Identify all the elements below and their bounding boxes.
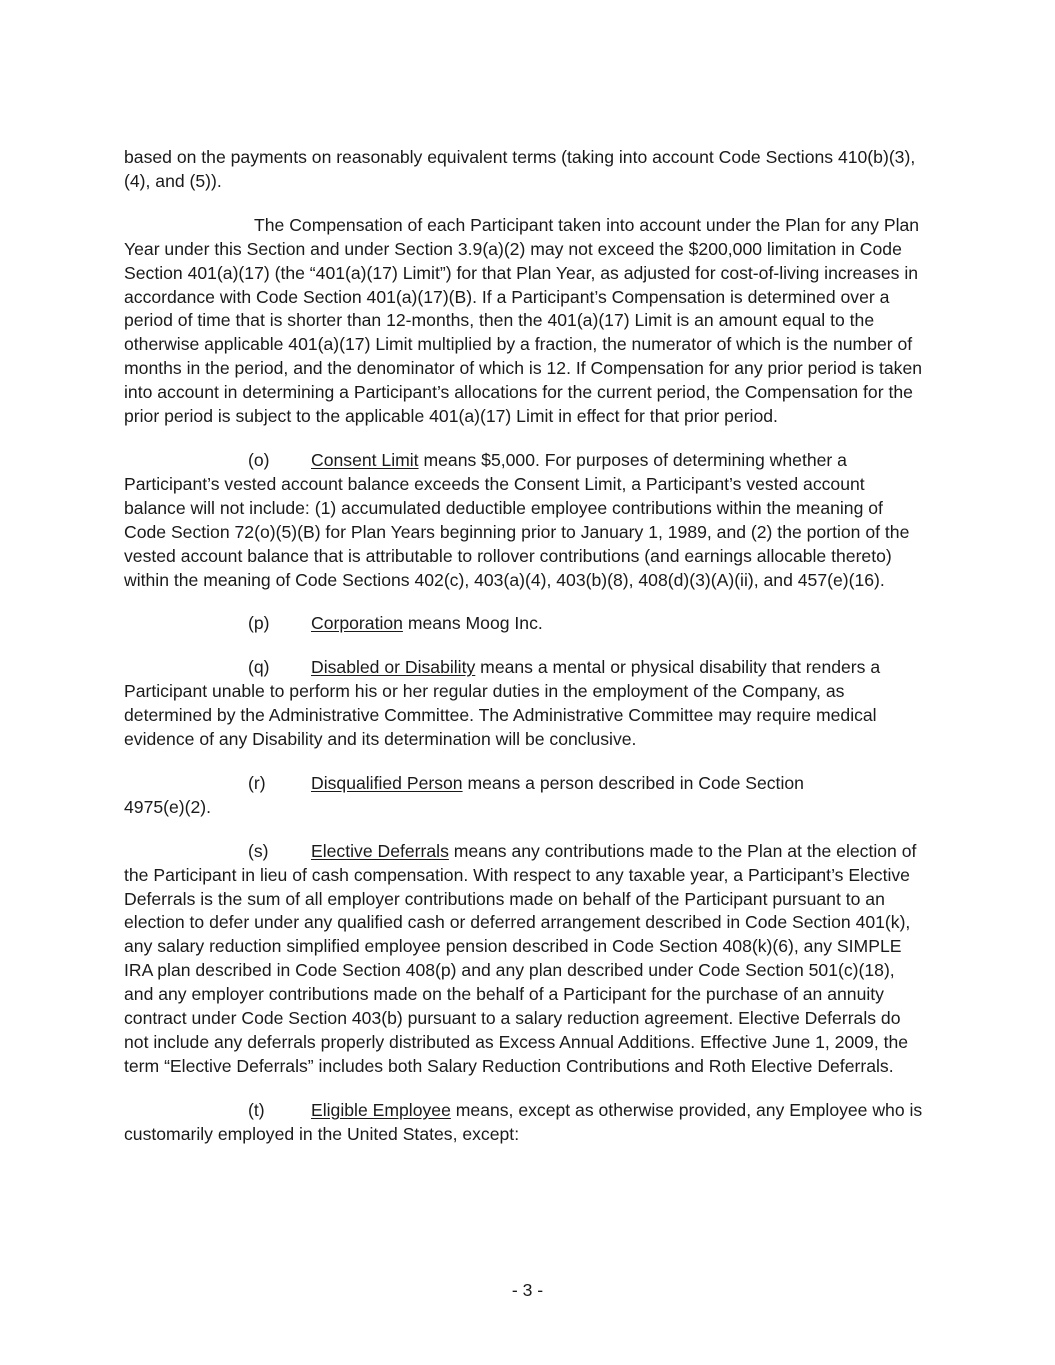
definition-text: means, except as otherwise provided, any Employee who is customarily employed in the United States, except: [124,1099,923,1144]
document-page [124,146,924,1167]
definition-term: Disqualified Person [311,772,463,793]
definition-term: Eligible Employee [311,1099,451,1120]
definition-first-line [124,772,804,796]
paragraph-continuation: based on the payments on reasonably equivalent terms (taking into account Code Sections 410(b)(3), (4), and (5)). [124,147,916,191]
definition-label: (p) [248,613,270,634]
definition-text: means Moog Inc. [402,613,543,634]
definition-term: Consent Limit [311,449,419,470]
page-number: - 3 - [511,1280,544,1300]
paragraph-compensation-limit: The Compensation of each Participant taken into account under the Plan for any Plan Year under this Section and under Section 3.9(a)(2) may not exceed the $200,000 limitation in Code Section 401(a)(17) (the “401(a)(17) Limit”) for that Plan Year, as adjusted for cost-of-living increases in accordance with Code Section 401(a)(17)(B). If a Participant’s Compensation is determined over a period of time that is shorter than 12-months, then the 401(a)(17) Limit is an amount equal to the otherwise applicable 401(a)(17) Limit multiplied by a fraction, the numerator of which is the number of months in the period, and the denominator of which is 12. If Compensation for any prior period is taken into account in determining a Participant’s allocations for the current period, the Compensation for the prior period is subject to the applicable 401(a)(17) Limit in effect for that prior period. [124,214,923,427]
definition-label: (o) [248,449,270,470]
definition-consent-limit [124,449,924,592]
definition-label: (r) [248,772,266,793]
definition-term: Corporation [311,613,403,634]
definition-disqualified-person [124,772,924,820]
definition-text: means a mental or physical disability that renders a Participant unable to perform his or her regular duties in the employment of the Company, as determined by the Administrative Committee. The Administrative Committee may require medical evidence of any Disability and its determination will be conclusive. [124,657,881,750]
definition-label: (q) [248,657,270,678]
definition-corporation [124,612,924,636]
definition-label: (s) [248,840,269,861]
definition-elective-deferrals [124,840,924,1079]
definition-term: Elective Deferrals [311,840,449,861]
definition-term: Disabled or Disability [311,657,476,678]
definition-text: means $5,000. For purposes of determining whether a Participant’s vested account balance exceeds the Consent Limit, a Participant’s vested account balance will not include: (1) accumulated deductible employee contributions within the meaning of Code Section 72(o)(5)(B) for Plan Years beginning prior to January 1, 1989, and (2) the portion of the vested account balance that is attributable to rollover contributions (and earnings allocable thereto) within the meaning of Code Sections 402(c), 403(a)(4), 403(b)(8), 408(d)(3)(A)(ii), and 457(e)(16). [124,449,910,590]
definition-eligible-employee [124,1099,924,1147]
definition-label: (t) [248,1099,265,1120]
definition-continuation: 4975(e)(2). [124,796,212,817]
definition-text: means a person described in Code Section [462,772,804,793]
definition-text: means any contributions made to the Plan at the election of the Participant in lieu of cash compensation. With respect to any taxable year, a Participant’s Elective Deferrals is the sum of all employer contributions made on behalf of the Participant pursuant to an election to defer under any qualified cash or deferred arrangement described in Code Section 401(k), any salary reduction simplified employee pension described in Code Section 408(k)(6), any SIMPLE IRA plan described in Code Section 408(p) and any plan described under Code Section 501(c)(18), and any employer contributions made on the behalf of a Participant for the purchase of an annuity contract under Code Section 403(b) pursuant to a salary reduction agreement. Elective Deferrals do not include any deferrals properly distributed as Excess Annual Additions. Effective June 1, 2009, the term “Elective Deferrals” includes both Salary Reduction Contributions and Roth Elective Deferrals. [124,840,917,1076]
definition-disability [124,656,924,752]
